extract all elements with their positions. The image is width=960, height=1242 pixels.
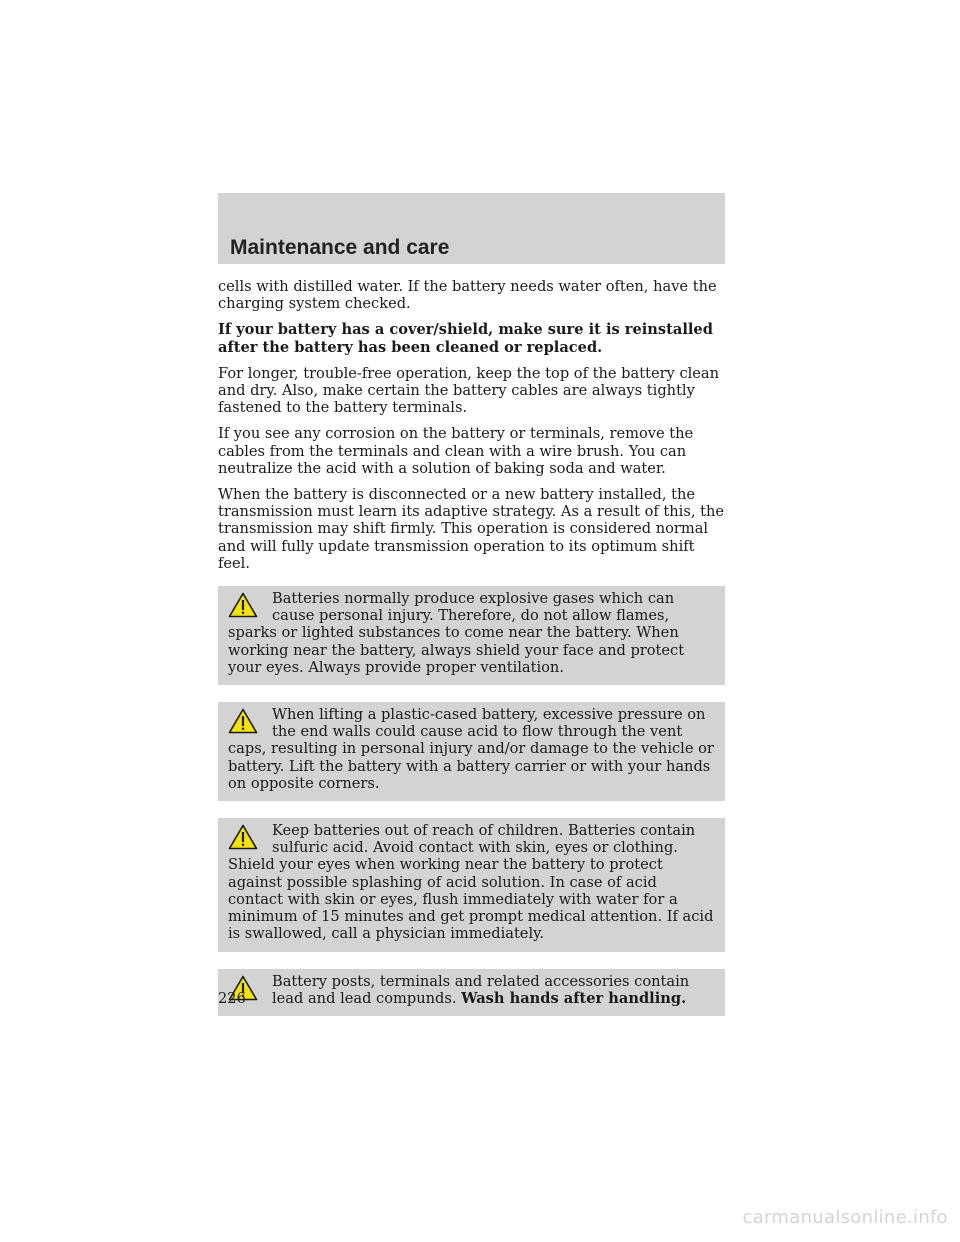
warning-box-lead-compounds — [218, 969, 725, 1016]
page-content — [218, 278, 725, 1033]
warning-triangle-icon — [228, 592, 258, 618]
warning-text: Batteries normally produce explosive gases which can cause personal injury. Therefore, do not allow flames, sparks or lighted substances to come near the battery. When working near the battery, always shield your face and protect your eyes. Always provide proper ventilation. — [228, 590, 685, 676]
paragraph-distilled-water: cells with distilled water. If the battery needs water often, have the charging system checked. — [218, 278, 717, 313]
warning-box-explosive-gases — [218, 586, 725, 685]
paragraph-adaptive-strategy: When the battery is disconnected or a new battery installed, the transmission must learn its adaptive strategy. As a result of this, the transmission may shift firmly. This operation is considered normal and will fully update transmission operation to its optimum shift feel. — [218, 486, 725, 572]
paragraph-clean-dry: For longer, trouble-free operation, keep the top of the battery clean and dry. Also, make certain the battery cables are always tightly fastened to the battery terminals. — [218, 364, 720, 417]
warning-text: Keep batteries out of reach of children. Batteries contain sulfuric acid. Avoid contact with skin, eyes or clothing. Shield your eyes when working near the battery to protect against possible splashing of acid solution. In case of acid contact with skin or eyes, flush immediately with water for a minimum of 15 minutes and get prompt medical attention. If acid is swallowed, call a physician immediately. — [228, 822, 714, 943]
warning-triangle-icon — [228, 824, 258, 850]
warning-text: When lifting a plastic-cased battery, excessive pressure on the end walls could cause acid to flow through the vent caps, resulting in personal injury and/or damage to the vehicle or battery. Lift the battery with a battery carrier or with your hands on opposite corners. — [228, 706, 714, 792]
paragraph-cover-shield: If your battery has a cover/shield, make sure it is reinstalled after the battery has been cleaned or replaced. — [218, 321, 713, 356]
paragraph-corrosion: If you see any corrosion on the battery or terminals, remove the cables from the terminals and clean with a wire brush. You can neutralize the acid with a solution of baking soda and water. — [218, 425, 694, 477]
warning-box-sulfuric-acid — [218, 818, 725, 951]
warning-box-lifting-battery — [218, 702, 725, 801]
warning-text: Battery posts, terminals and related accessories contain lead and lead compunds. — [272, 972, 690, 1007]
warning-emphasis: Wash hands after handling. — [461, 989, 687, 1007]
section-title: Maintenance and care — [230, 236, 450, 259]
warning-triangle-icon — [228, 708, 258, 734]
watermark: carmanualsonline.info — [742, 1207, 948, 1228]
section-header-band — [218, 193, 725, 264]
page-number: 226 — [218, 990, 246, 1007]
